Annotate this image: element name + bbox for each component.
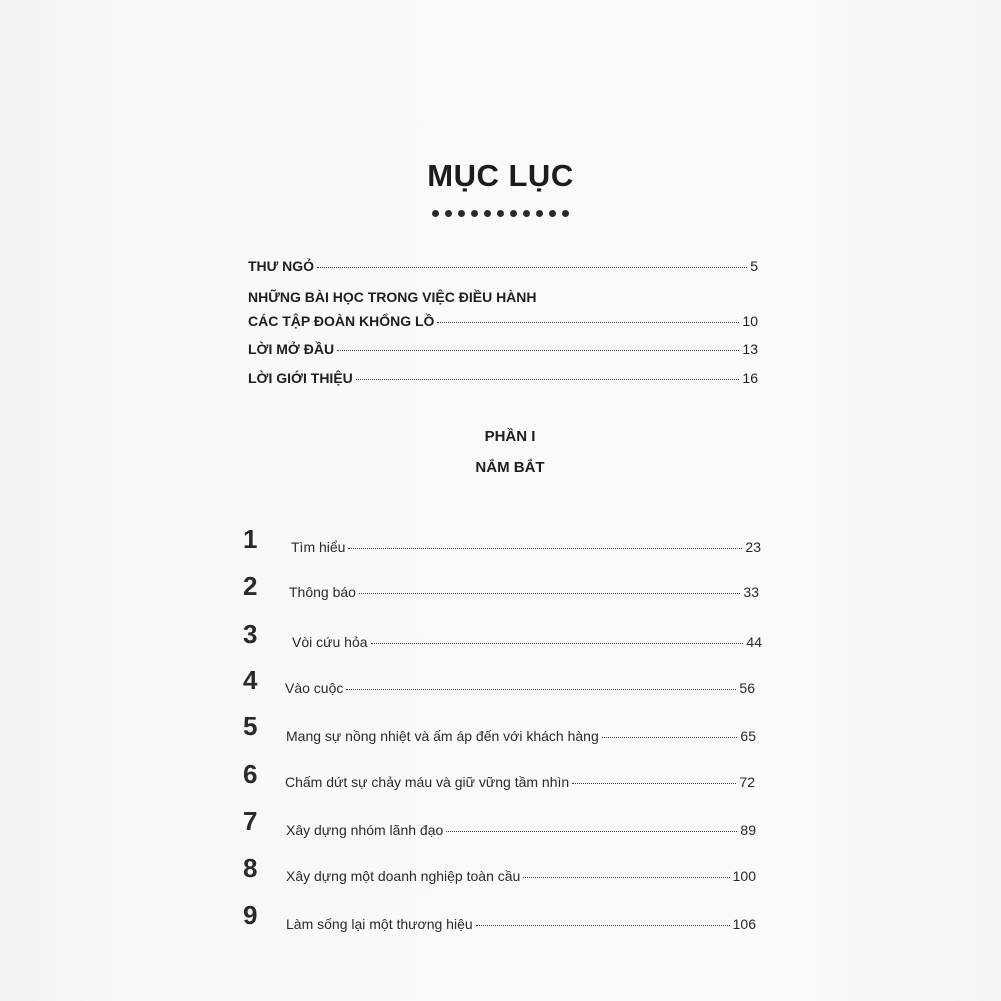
toc-entry-page: 5 — [750, 258, 758, 274]
chapter-title: Mang sự nồng nhiệt và ấm áp đến với khách hàng — [286, 728, 599, 744]
chapter-page: 33 — [743, 584, 759, 600]
chapter-title: Vào cuộc — [285, 680, 344, 696]
chapter-number: 1 — [243, 524, 258, 554]
chapter-title: Xây dựng một doanh nghiệp toàn cầu — [286, 868, 521, 884]
chapter-page: 106 — [732, 916, 756, 932]
toc-entry-label: LỜI GIỚI THIỆU — [248, 370, 353, 386]
ornament-dot — [510, 210, 517, 217]
dot-leader — [476, 925, 730, 926]
chapter-number: 7 — [243, 806, 258, 836]
part-title: NẮM BẮT — [475, 459, 545, 476]
chapter-title: Làm sống lại một thương hiệu — [286, 916, 473, 932]
dot-leader — [359, 593, 740, 594]
toc-chapter-entry[interactable] — [291, 539, 761, 555]
dot-leader — [446, 831, 737, 832]
toc-entry-page: 13 — [742, 341, 758, 357]
toc-entry-label-line1: NHỮNG BÀI HỌC TRONG VIỆC ĐIỀU HÀNH — [248, 289, 537, 305]
dot-leader — [523, 877, 729, 878]
ornament-dot — [562, 210, 569, 217]
chapter-page: 72 — [739, 774, 755, 790]
ornament-dot — [484, 210, 491, 217]
ornament-dot — [445, 210, 452, 217]
chapter-page: 44 — [746, 634, 762, 650]
ornament-dot — [497, 210, 504, 217]
chapter-number: 2 — [243, 571, 258, 601]
toc-chapter-entry[interactable] — [286, 868, 756, 884]
toc-chapter-entry[interactable] — [286, 728, 756, 744]
ornament-dot — [549, 210, 556, 217]
title-ornament-dots — [0, 210, 1001, 217]
toc-chapter-entry[interactable] — [285, 774, 755, 790]
chapter-page: 23 — [745, 539, 761, 555]
chapter-number: 6 — [243, 759, 258, 789]
toc-entry-loi-gioi-thieu[interactable] — [248, 370, 758, 386]
ornament-dot — [471, 210, 478, 217]
toc-chapter-entry[interactable] — [286, 916, 756, 932]
dot-leader — [337, 350, 739, 351]
ornament-dot — [536, 210, 543, 217]
toc-entry-label: THƯ NGỎ — [248, 258, 315, 274]
chapter-title: Xây dựng nhóm lãnh đạo — [286, 822, 444, 838]
chapter-page: 65 — [740, 728, 756, 744]
dot-leader — [371, 643, 744, 644]
toc-chapter-entry[interactable] — [289, 584, 759, 600]
ornament-dot — [458, 210, 465, 217]
toc-entry-page: 16 — [742, 370, 758, 386]
dot-leader — [602, 737, 738, 738]
toc-entry-page: 10 — [742, 313, 758, 329]
chapter-title: Vòi cứu hỏa — [292, 634, 368, 650]
chapter-title: Thông báo — [289, 584, 356, 600]
chapter-number: 8 — [243, 853, 258, 883]
part-label: PHẦN I — [484, 428, 536, 445]
toc-entry-nhung-bai-hoc[interactable] — [248, 313, 758, 329]
toc-chapter-entry[interactable] — [285, 680, 755, 696]
dot-leader — [437, 322, 739, 323]
chapter-number: 9 — [243, 900, 258, 930]
ornament-dot — [523, 210, 530, 217]
toc-chapter-entry[interactable] — [286, 822, 756, 838]
toc-entry-thu-ngo[interactable] — [248, 258, 758, 274]
toc-chapter-entry[interactable] — [292, 634, 762, 650]
chapter-page: 56 — [739, 680, 755, 696]
dot-leader — [317, 267, 747, 268]
chapter-page: 89 — [740, 822, 756, 838]
chapter-title: Chấm dứt sự chảy máu và giữ vững tầm nhìn — [285, 774, 570, 790]
chapter-number: 5 — [243, 711, 258, 741]
chapter-number: 4 — [243, 665, 258, 695]
dot-leader — [348, 548, 742, 549]
chapter-title: Tìm hiểu — [291, 539, 346, 555]
chapter-page: 100 — [732, 868, 756, 884]
toc-entry-label: CÁC TẬP ĐOÀN KHỔNG LỒ — [248, 313, 435, 329]
dot-leader — [346, 689, 736, 690]
ornament-dot — [432, 210, 439, 217]
toc-entry-loi-mo-dau[interactable] — [248, 341, 758, 357]
toc-entry-label: LỜI MỞ ĐẦU — [248, 341, 335, 357]
page-title: MỤC LỤC — [427, 158, 574, 193]
dot-leader — [572, 783, 736, 784]
dot-leader — [356, 379, 740, 380]
chapter-number: 3 — [243, 619, 258, 649]
